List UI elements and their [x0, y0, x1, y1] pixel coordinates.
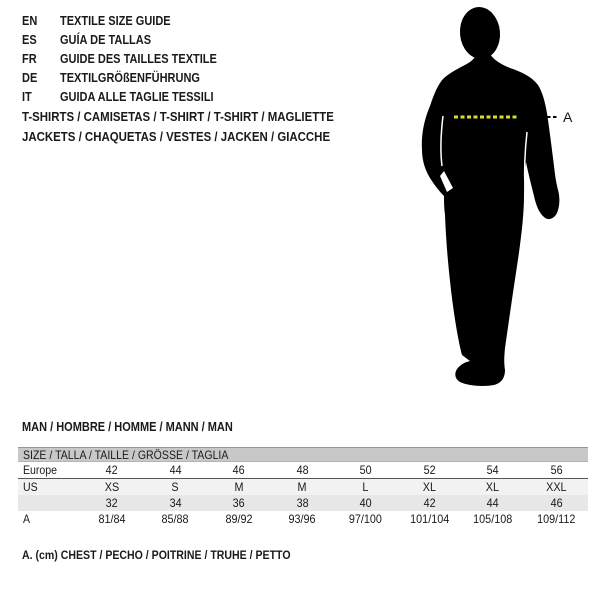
- cell: 42: [423, 496, 436, 510]
- cell: 85/88: [161, 512, 189, 526]
- cell: 97/100: [349, 512, 383, 526]
- language-row-it: [22, 87, 238, 106]
- cell: XL: [486, 480, 500, 494]
- cell: 81/84: [98, 512, 126, 526]
- row-label: Europe: [23, 463, 58, 477]
- row-label: US: [23, 480, 38, 494]
- man-silhouette-figure: [390, 0, 600, 400]
- cell: 40: [359, 496, 372, 510]
- language-code: IT: [22, 89, 32, 104]
- language-row-es: [22, 30, 238, 49]
- language-title: GUIDE DES TAILLES TEXTILE: [60, 51, 217, 66]
- size-table: [18, 447, 588, 527]
- section-title-man: MAN / HOMBRE / HOMME / MANN / MAN: [22, 420, 233, 434]
- language-code: DE: [22, 70, 38, 85]
- table-row-chest-a: [18, 511, 588, 527]
- cell: 34: [169, 496, 182, 510]
- language-title: GUIDA ALLE TAGLIE TESSILI: [60, 89, 214, 104]
- cell: 52: [423, 463, 436, 477]
- cell: 44: [169, 463, 182, 477]
- language-code: ES: [22, 32, 37, 47]
- category-line-jackets: JACKETS / CHAQUETAS / VESTES / JACKEN / GIACCHE: [22, 129, 331, 144]
- language-code: FR: [22, 51, 37, 66]
- cell: S: [171, 480, 179, 494]
- man-silhouette: [390, 0, 600, 400]
- language-row-de: [22, 68, 238, 87]
- cell: M: [234, 480, 244, 494]
- cell: L: [362, 480, 369, 494]
- cell: 38: [296, 496, 309, 510]
- language-title: TEXTILE SIZE GUIDE: [60, 13, 171, 28]
- language-code: EN: [22, 13, 38, 28]
- cell: XL: [422, 480, 436, 494]
- silhouette-head: [458, 5, 502, 60]
- garment-categories: [22, 107, 376, 147]
- size-table-header: SIZE / TALLA / TAILLE / GRÖSSE / TAGLIA: [18, 447, 588, 462]
- table-row-us: [18, 479, 588, 495]
- cell: 93/96: [288, 512, 316, 526]
- cell: 54: [486, 463, 499, 477]
- cell: 48: [296, 463, 309, 477]
- measurement-footnote: A. (cm) CHEST / PECHO / POITRINE / TRUHE / PETTO: [22, 548, 291, 562]
- cell: 44: [486, 496, 499, 510]
- silhouette-body: [422, 53, 560, 386]
- cell: 50: [359, 463, 372, 477]
- cell: 46: [232, 463, 245, 477]
- row-label: A: [23, 512, 31, 526]
- cell: 56: [550, 463, 563, 477]
- cell: 32: [105, 496, 118, 510]
- language-title: GUÍA DE TALLAS: [60, 32, 152, 47]
- language-title-list: [22, 11, 238, 106]
- cell: XS: [104, 480, 119, 494]
- cell: 105/108: [473, 512, 513, 526]
- table-row-numeric: [18, 495, 588, 511]
- measurement-a-label: A: [563, 109, 573, 125]
- cell: M: [297, 480, 307, 494]
- cell: 101/104: [409, 512, 449, 526]
- cell: 109/112: [537, 512, 576, 526]
- cell: XXL: [546, 480, 567, 494]
- language-row-fr: [22, 49, 238, 68]
- category-line-tshirts: T-SHIRTS / CAMISETAS / T-SHIRT / T-SHIRT / MAGLIETTE: [22, 109, 334, 124]
- table-row-europe: [18, 462, 588, 479]
- language-title: TEXTILGRÖßENFÜHRUNG: [60, 70, 200, 85]
- cell: 36: [232, 496, 245, 510]
- language-row-en: [22, 11, 238, 30]
- cell: 46: [550, 496, 563, 510]
- cell: 89/92: [225, 512, 253, 526]
- cell: 42: [105, 463, 118, 477]
